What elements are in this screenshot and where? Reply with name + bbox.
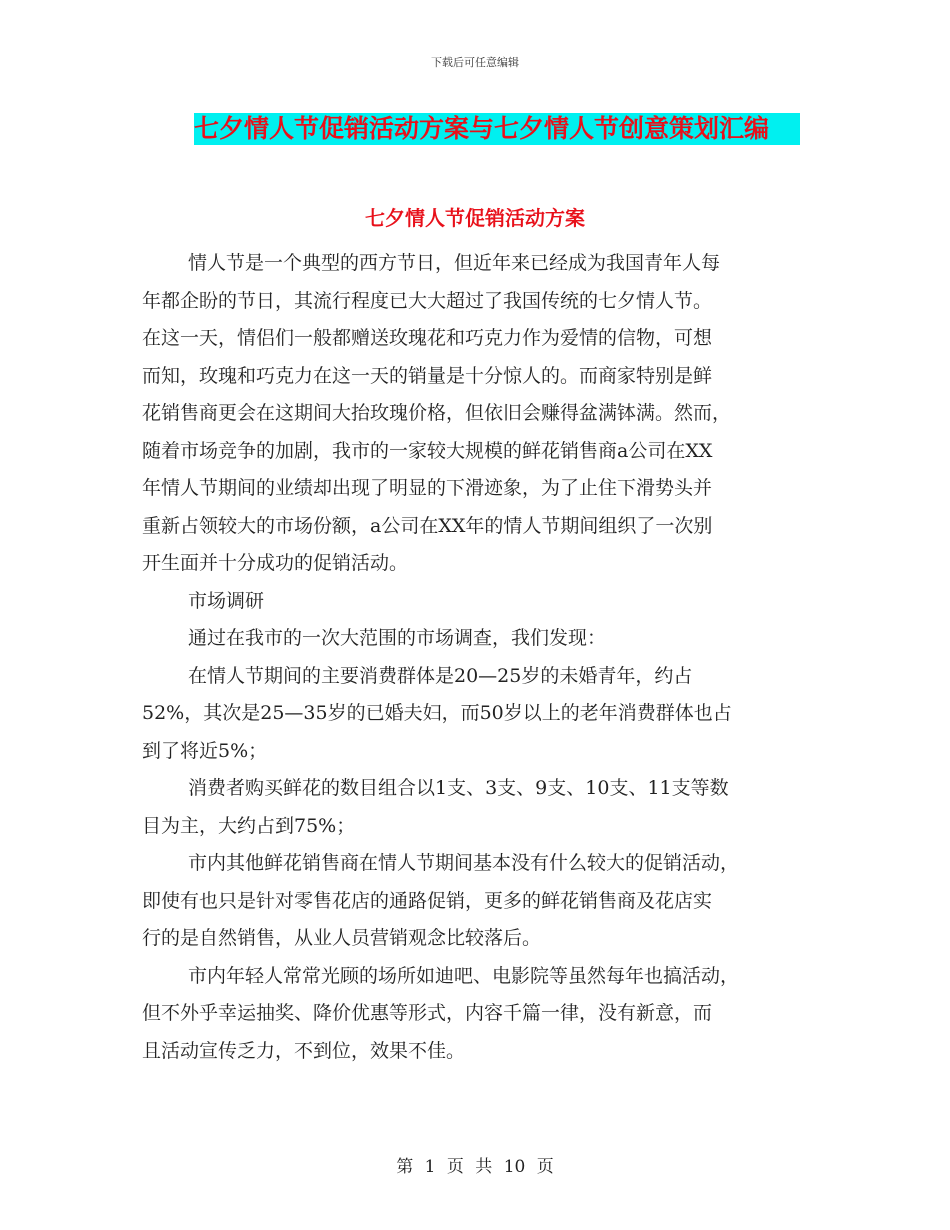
section-heading: 市场调研	[188, 590, 265, 612]
paragraph-line: 行的是自然销售，从业人员营销观念比较落后。	[142, 927, 542, 949]
paragraph-line: 在情人节期间的主要消费群体是20—25岁的未婚青年，约占	[188, 665, 693, 687]
paragraph-line: 市内其他鲜花销售商在情人节期间基本没有什么较大的促销活动，	[188, 852, 740, 874]
paragraph-line: 消费者购买鲜花的数目组合以1支、3支、9支、10支、11支等数	[188, 777, 729, 799]
paragraph-line: 重新占领较大的市场份额，a公司在XX年的情人节期间组织了一次别	[142, 515, 713, 537]
paragraph-line: 且活动宣传乏力，不到位，效果不佳。	[142, 1040, 466, 1062]
paragraph-line: 在这一天，情侣们一般都赠送玫瑰花和巧克力作为爱情的信物，可想	[142, 327, 713, 349]
paragraph-line: 52%，其次是25—35岁的已婚夫妇，而50岁以上的老年消费群体也占	[142, 702, 732, 724]
paragraph-line: 目为主，大约占到75%；	[142, 815, 356, 837]
paragraph-line: 年情人节期间的业绩却出现了明显的下滑迹象，为了止住下滑势头并	[142, 477, 713, 499]
paragraph-line: 年都企盼的节日，其流行程度已大大超过了我国传统的七夕情人节。	[142, 290, 713, 312]
page-footer: 第 1 页 共 10 页	[396, 1157, 554, 1177]
paragraph-line: 随着市场竞争的加剧，我市的一家较大规模的鲜花销售商a公司在XX	[142, 440, 713, 462]
paragraph-line: 情人节是一个典型的西方节日，但近年来已经成为我国青年人每	[188, 252, 721, 274]
paragraph-line: 即使有也只是针对零售花店的通路促销，更多的鲜花销售商及花店实	[142, 890, 713, 912]
paragraph-line: 市内年轻人常常光顾的场所如迪吧、电影院等虽然每年也搞活动，	[188, 965, 740, 987]
paragraph-line: 到了将近5%；	[142, 740, 268, 762]
paragraph-line: 而知，玫瑰和巧克力在这一天的销量是十分惊人的。而商家特别是鲜	[142, 365, 713, 387]
document-title: 七夕情人节促销活动方案与七夕情人节创意策划汇编	[194, 113, 800, 145]
paragraph-line: 花销售商更会在这期间大抬玫瑰价格，但依旧会赚得盆满钵满。然而，	[142, 402, 732, 424]
header-note: 下载后可任意编辑	[431, 56, 519, 69]
section-title: 七夕情人节促销活动方案	[365, 206, 585, 230]
paragraph-line: 开生面并十分成功的促销活动。	[142, 552, 409, 574]
paragraph-line: 但不外乎幸运抽奖、降价优惠等形式，内容千篇一律，没有新意，而	[142, 1002, 713, 1024]
paragraph-line: 通过在我市的一次大范围的市场调查，我们发现：	[188, 627, 607, 649]
